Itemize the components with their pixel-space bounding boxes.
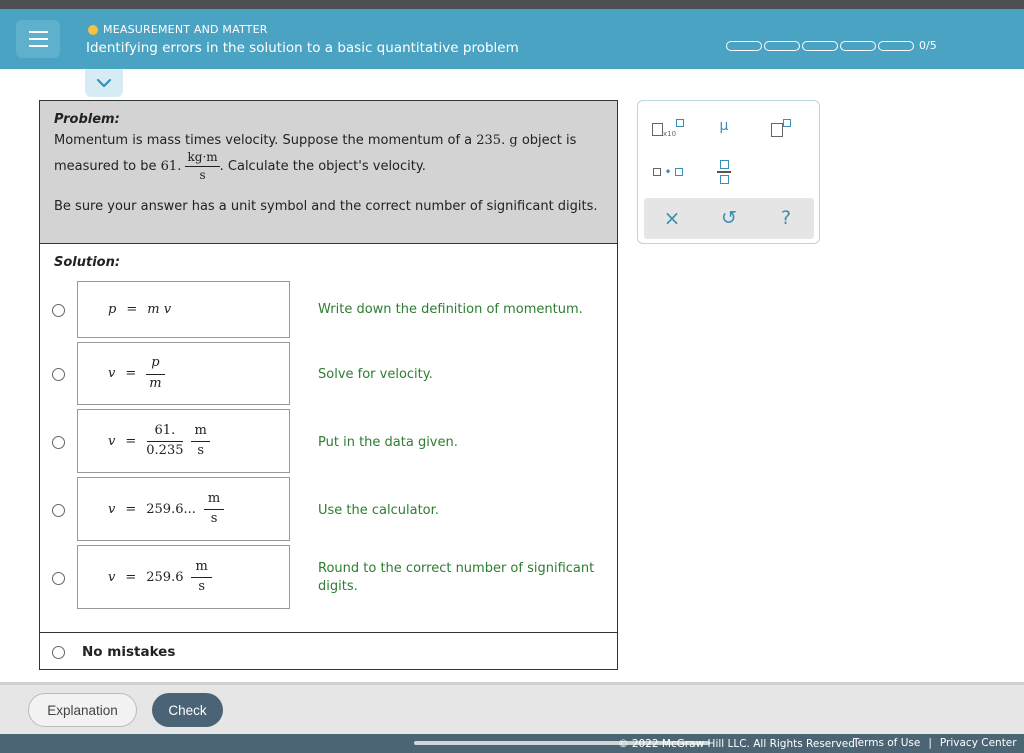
no-mistakes-radio[interactable]: [52, 646, 65, 659]
unit-denominator: s: [198, 579, 205, 594]
equation-lhs: p: [108, 302, 117, 317]
problem-instruction: Be sure your answer has a unit symbol and the correct number of significant digits.: [54, 199, 598, 215]
equation-lhs: v: [108, 569, 116, 585]
equation-lhs: v: [108, 501, 116, 517]
box-icon: [652, 123, 663, 136]
equals-sign: =: [125, 501, 137, 517]
step-1-note: Write down the definition of momentum.: [318, 302, 583, 317]
superscript-box-icon: [783, 119, 791, 127]
equals-sign: =: [125, 433, 137, 449]
fraction-denominator: 0.235: [146, 443, 184, 458]
equation-rhs: m v: [147, 302, 172, 317]
problem-heading: Problem:: [54, 112, 120, 127]
step-3-radio[interactable]: [52, 436, 65, 449]
problem-line-2: [54, 151, 603, 182]
bottom-bar: [0, 734, 1024, 753]
progress-segment: [878, 41, 914, 51]
terms-link[interactable]: Terms of Use: [853, 737, 921, 749]
problem-text: . Calculate the object's velocity.: [219, 159, 426, 175]
progress-text: 0/5: [919, 39, 937, 52]
unit-fraction: [204, 492, 224, 527]
mass-unit: g: [509, 132, 518, 148]
problem-container: [39, 100, 618, 670]
equals-sign: =: [125, 569, 137, 585]
clear-icon[interactable]: ×: [663, 206, 681, 230]
progress-bar: [726, 41, 914, 51]
mass-value: 235.: [476, 132, 506, 148]
equation-fraction: [146, 424, 183, 459]
unit-numerator: m: [204, 492, 224, 510]
step-1-radio[interactable]: [52, 304, 65, 317]
multiply-dot-button[interactable]: [648, 156, 688, 188]
step-5-equation: [77, 545, 290, 609]
equation-value: 259.6: [146, 569, 184, 585]
equation-value: 259.6...: [146, 501, 196, 517]
copyright-text: © 2022 McGraw Hill LLC. All Rights Reserved.: [618, 738, 859, 750]
unit-denominator: s: [210, 511, 218, 526]
box-icon: [653, 168, 661, 176]
progress-segment: [840, 41, 876, 51]
no-mistakes-row[interactable]: [40, 632, 617, 670]
fraction-denominator: m: [149, 375, 162, 391]
exponent-box-icon: [676, 119, 684, 127]
explanation-button[interactable]: Explanation: [28, 693, 137, 727]
solution-heading: Solution:: [54, 255, 121, 270]
palette-action-bar: [644, 198, 814, 239]
hamburger-icon-line: [29, 38, 48, 40]
box-icon: [675, 168, 683, 176]
problem-text: object is: [517, 132, 577, 148]
topic-status-icon: [88, 25, 98, 35]
step-2-equation: [77, 342, 290, 405]
page-title: Identifying errors in the solution to a basic quantitative problem: [86, 40, 519, 56]
step-3-note: Put in the data given.: [318, 435, 458, 450]
step-4-equation: [77, 477, 290, 541]
fraction-button[interactable]: [704, 156, 744, 188]
problem-line-1: [54, 132, 603, 150]
step-5-radio[interactable]: [52, 572, 65, 585]
fraction-numerator: 61.: [147, 424, 184, 442]
footer-links: [853, 737, 1017, 749]
unit-fraction: [191, 424, 209, 459]
equation-lhs: v: [108, 366, 116, 381]
step-3-equation: [77, 409, 290, 473]
dot-icon: •: [664, 165, 672, 179]
problem-text: Momentum is mass times velocity. Suppose the momentum of a: [54, 132, 477, 148]
superscript-button[interactable]: [761, 111, 801, 143]
fraction-numerator: p: [146, 356, 164, 374]
equals-sign: =: [126, 302, 138, 317]
progress-segment: [726, 41, 762, 51]
no-mistakes-label: No mistakes: [82, 644, 176, 660]
unit-denominator: s: [197, 443, 204, 458]
math-palette: [637, 100, 820, 244]
box-icon: [771, 123, 783, 137]
menu-button[interactable]: [16, 20, 60, 58]
momentum-unit: [185, 151, 219, 182]
problem-text: measured to be: [54, 159, 161, 175]
mu-button[interactable]: μ: [719, 118, 729, 134]
equals-sign: =: [125, 366, 137, 381]
equation-fraction: [146, 356, 164, 391]
problem-statement: [40, 101, 617, 244]
equation-lhs: v: [108, 433, 116, 449]
unit-numerator: kg·m: [185, 151, 219, 167]
numerator-box-icon: [720, 160, 729, 169]
undo-icon[interactable]: ↺: [721, 207, 737, 229]
x10-label: x10: [662, 129, 677, 138]
unit-numerator: m: [191, 424, 209, 442]
step-1-equation: [77, 281, 290, 338]
topic-text: MEASUREMENT AND MATTER: [103, 23, 268, 36]
unit-numerator: m: [191, 560, 211, 578]
footer-separator: |: [928, 737, 932, 749]
progress-segment: [802, 41, 838, 51]
step-2-note: Solve for velocity.: [318, 367, 433, 382]
check-button[interactable]: Check: [152, 693, 223, 727]
unit-fraction: [191, 560, 211, 595]
step-4-radio[interactable]: [52, 504, 65, 517]
progress-segment: [764, 41, 800, 51]
hamburger-icon-line: [29, 31, 48, 33]
privacy-link[interactable]: Privacy Center: [939, 737, 1017, 749]
header-bar: [0, 9, 1024, 69]
unit-denominator: s: [199, 168, 206, 183]
step-5-note: Round to the correct number of significant digits.: [318, 561, 595, 594]
topic-label: [88, 23, 268, 36]
scientific-notation-button[interactable]: [648, 113, 688, 145]
help-icon[interactable]: ?: [780, 207, 792, 229]
denominator-box-icon: [720, 175, 729, 184]
step-2-radio[interactable]: [52, 368, 65, 381]
collapse-toggle[interactable]: [85, 69, 123, 97]
step-4-note: Use the calculator.: [318, 503, 439, 518]
fraction-bar-icon: [717, 171, 731, 173]
chevron-down-icon: [96, 78, 112, 88]
momentum-value: 61.: [160, 159, 182, 175]
hamburger-icon-line: [29, 45, 48, 47]
top-strip: [0, 0, 1024, 9]
